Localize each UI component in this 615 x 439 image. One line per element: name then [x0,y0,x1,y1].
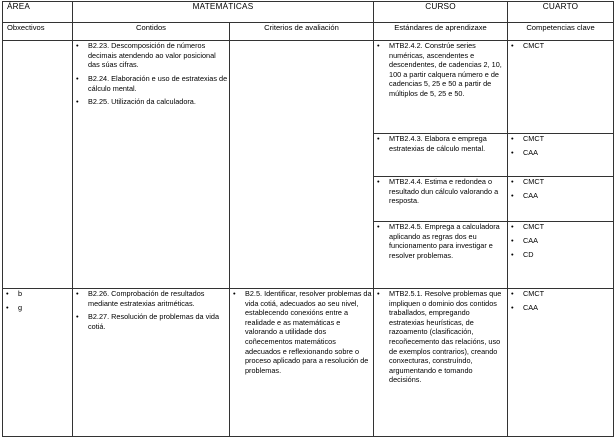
competence-item: • CMCT [508,177,613,187]
competences-column-header: Competencias clave [508,23,614,41]
standard-item: • MTB2.4.3. Elabora e emprega estratexias de cálculo mental. [374,134,507,153]
table-row [3,41,614,134]
competences-cell [508,177,614,222]
competences-cell [508,41,614,134]
table-row [3,289,614,437]
competence-item: • CMCT [508,222,613,232]
competence-item: • CMCT [508,134,613,144]
competences-cell [508,134,614,177]
standard-cell [374,134,508,177]
objectives-cell [3,41,73,289]
standard-cell [374,289,508,437]
standard-item: • MTB2.4.4. Estima e redondea o resultado dun cálculo valorando a resposta. [374,177,507,206]
competences-cell [508,289,614,437]
header-row [3,2,614,23]
standards-column-header: Estándares de aprendizaxe [374,23,508,41]
content-item: • B2.24. Elaboración e uso de estratexias de cálculo mental. [73,74,229,93]
contents-cell [73,41,230,289]
standard-item: • MTB2.4.5. Emprega a calculadora aplicando as regras dos eu funcionamento para investigar e resolver problemas. [374,222,507,260]
grade-heading: CUARTO [508,2,614,23]
content-item: • B2.23. Descomposición de números decimais atendendo ao valor posicional das súas cifras. [73,41,229,70]
criteria-cell [230,289,374,437]
standard-cell [374,177,508,222]
standard-item: • MTB2.4.2. Constrúe series numéricas, ascendentes e descendentes, de cadencias 2, 10, 100 a partir calquera número e de cadencias 5, 25 e 50 a partir de múltiplos de 5, 25 e 50. [374,41,507,99]
standard-cell [374,41,508,134]
competence-item: • CMCT [508,289,613,299]
competence-item: • CAA [508,148,613,158]
standard-item: • MTB2.5.1. Resolve problemas que impliquen o dominio dos contidos traballados, empregando estratexias heurísticas, de razoamento (clasificación, recoñecemento das relacións, uso de exemplos contrarios), creando conxecturas, construíndo, argumentando e tomando decisións. [374,289,507,385]
objectives-cell [3,289,73,437]
criterion-item: • B2.5. Identificar, resolver problemas da vida cotiá, adecuados ao seu nivel, establecendo conexións entre a realidade e as matemáticas e valorando a utilidade dos coñecementos matemáticos adecuados e reflexionando sobre o proceso aplicado para a resolución de problemas. [230,289,373,375]
content-item: • B2.26. Comprobación de resultados mediante estratexias aritméticas. [73,289,229,308]
competences-cell [508,222,614,289]
course-heading: CURSO [374,2,508,23]
area-heading: ÁREA [3,2,73,23]
objective-item: • g [3,303,72,313]
competence-item: • CMCT [508,41,613,51]
competence-item: • CAA [508,191,613,201]
subject-heading: MATEMÁTICAS [73,2,374,23]
competence-item: • CAA [508,236,613,246]
criteria-column-header: Criterios de avaliación [230,23,374,41]
objectives-column-header: Obxectivos [3,23,73,41]
criteria-cell [230,41,374,289]
content-item: • B2.27. Resolución de problemas da vida cotiá. [73,312,229,331]
curriculum-table [2,1,614,437]
subheader-row [3,23,614,41]
competence-item: • CAA [508,303,613,313]
competence-item: • CD [508,250,613,260]
contents-column-header: Contidos [73,23,230,41]
content-item: • B2.25. Utilización da calculadora. [73,97,229,107]
contents-cell [73,289,230,437]
objective-item: • b [3,289,72,299]
standard-cell [374,222,508,289]
